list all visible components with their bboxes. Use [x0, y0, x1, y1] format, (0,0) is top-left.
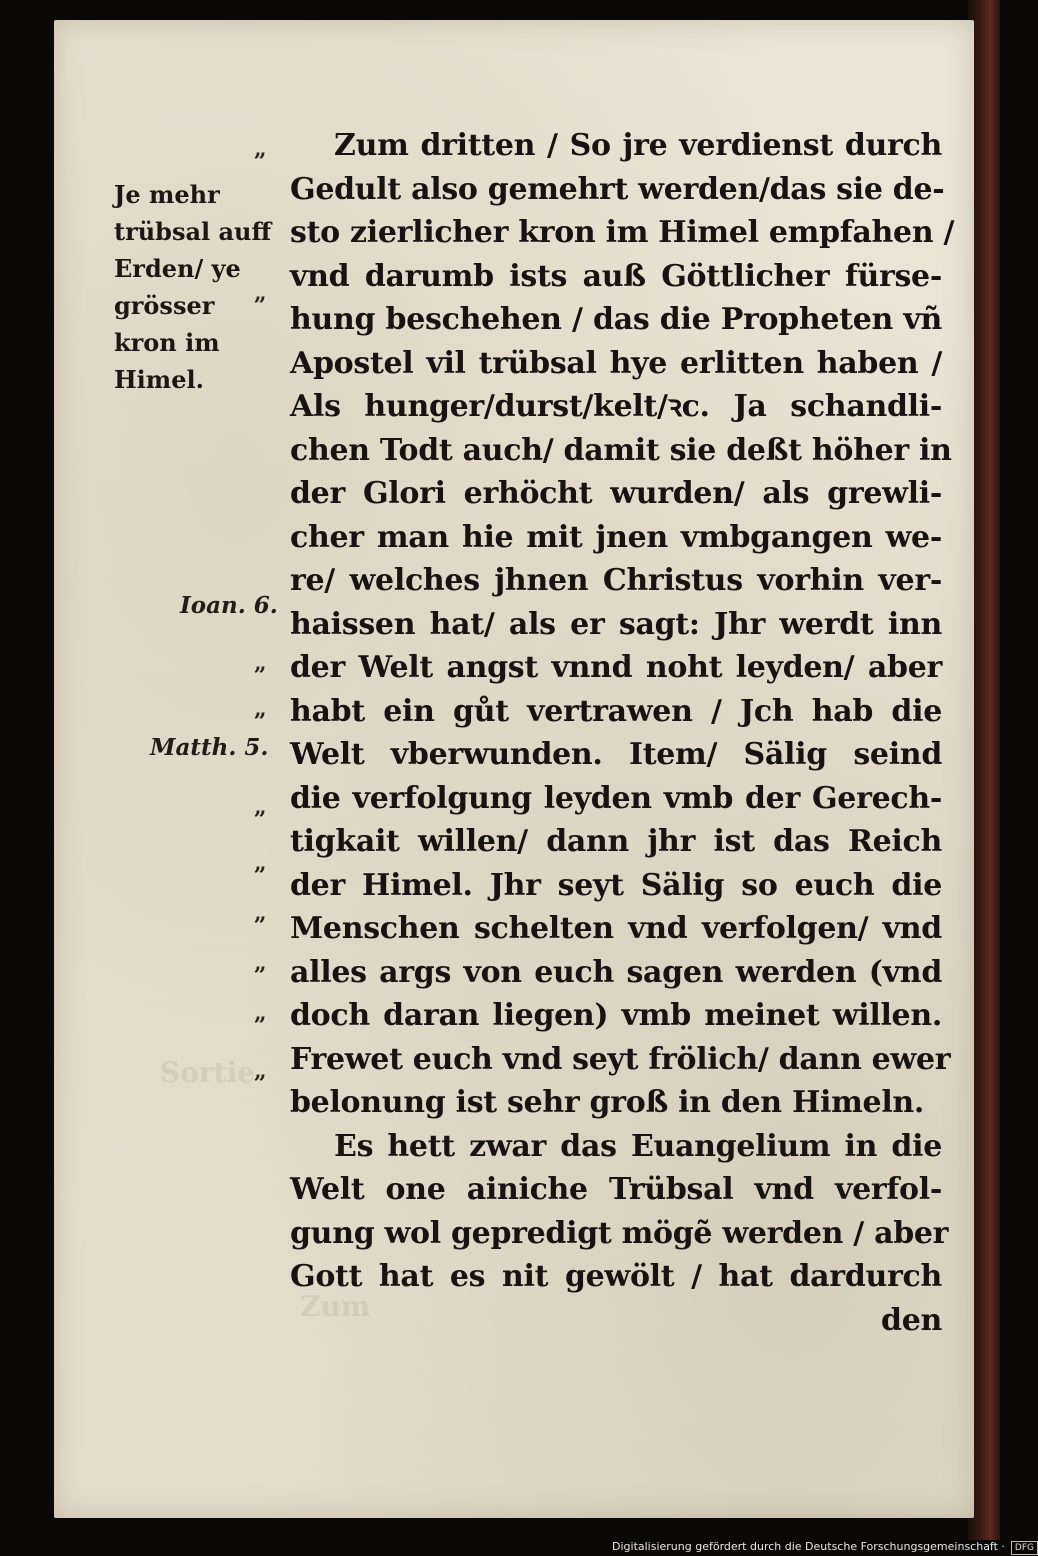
text-line: der Welt angst vnnd noht leyden/ aber: [290, 650, 942, 685]
margin-note-line: trübsal auff: [114, 217, 272, 246]
quotation-mark: „: [254, 696, 267, 722]
text-line: doch daran liegen) vmb meinet willen.: [290, 998, 942, 1033]
text-line: Zum dritten / So jre verdienst durch: [334, 128, 942, 163]
main-text-block: [290, 124, 955, 1342]
scripture-reference-ioan: Ioan. 6.: [180, 592, 278, 619]
text-line: Als hunger/durst/kelt/ꝛc. Ja schandli-: [290, 389, 942, 424]
text-line: cher man hie mit jnen vmbgangen we-: [290, 519, 942, 555]
text-line: Es hett zwar das Euangelium in die: [334, 1128, 942, 1164]
text-line: Welt one ainiche Trübsal vnd verfol-: [290, 1172, 942, 1207]
catchword: den: [881, 1302, 942, 1338]
text-line: tigkait willen/ dann jhr ist das Reich: [290, 824, 942, 859]
text-line: belonung ist sehr groß in den Himeln.: [290, 1085, 925, 1120]
text-line: Gott hat es nit gewölt / hat dardurch: [290, 1259, 942, 1294]
quotation-mark: „: [254, 850, 267, 876]
text-line: habt ein gůt vertrawen / Jch hab die: [290, 693, 942, 729]
quotation-mark: „: [254, 1058, 267, 1084]
text-line: re/ welches jhnen Christus vorhin ver-: [290, 563, 942, 598]
text-line: Frewet euch vnd seyt frölich/ dann ewer: [290, 1041, 951, 1077]
text-line: gung wol gepredigt mögẽ werden / aber: [290, 1215, 949, 1251]
margin-note-line: grösser: [114, 291, 215, 320]
text-line: Gedult also gemehrt werden/das sie de-: [290, 171, 945, 207]
bleed-through-text: Sortie: [160, 1056, 256, 1089]
quotation-mark: „: [254, 1000, 267, 1026]
quotation-mark: „: [254, 950, 267, 976]
text-line: der Glori erhöcht wurden/ als grewli-: [290, 476, 942, 511]
digitization-credit: [612, 1538, 1035, 1556]
dfg-logo: DFG: [1011, 1541, 1038, 1555]
text-line: Apostel vil trübsal hye erlitten haben /: [290, 345, 942, 381]
text-line: Menschen schelten vnd verfolgen/ vnd: [290, 911, 942, 946]
text-line: alles args von euch sagen werden (vnd: [290, 954, 942, 990]
margin-note-line: Himel.: [114, 365, 204, 394]
bleed-through-text: Zum: [300, 1290, 371, 1323]
text-line: sto zierlicher kron im Himel empfahen /: [290, 215, 955, 250]
quotation-mark: „: [254, 280, 267, 306]
text-line: die verfolgung leyden vmb der Gerech-: [290, 780, 942, 816]
text-line: chen Todt auch/ damit sie deßt höher in: [290, 432, 952, 468]
margin-note-line: Erden/ ye: [114, 254, 241, 283]
text-line: hung beschehen / das die Propheten vñ: [290, 302, 942, 337]
text-line: vnd darumb ists auß Göttlicher fürse-: [290, 258, 942, 294]
quotation-mark: „: [254, 900, 267, 926]
scripture-reference-matth: Matth. 5.: [150, 734, 269, 761]
credit-text: Digitalisierung gefördert durch die Deutsche Forschungsgemeinschaft ·: [612, 1540, 1005, 1553]
quotation-mark: „: [254, 794, 267, 820]
quotation-mark: „: [254, 136, 267, 162]
text-line: der Himel. Jhr seyt Sälig so euch die: [290, 867, 942, 903]
quotation-mark: „: [254, 650, 267, 676]
text-line: haissen hat/ als er sagt: Jhr werdt inn: [290, 606, 942, 642]
margin-note-line: Je mehr: [114, 180, 220, 209]
margin-note-line: kron im: [114, 328, 220, 357]
text-line: Welt vberwunden. Item/ Sälig seind: [290, 737, 942, 772]
